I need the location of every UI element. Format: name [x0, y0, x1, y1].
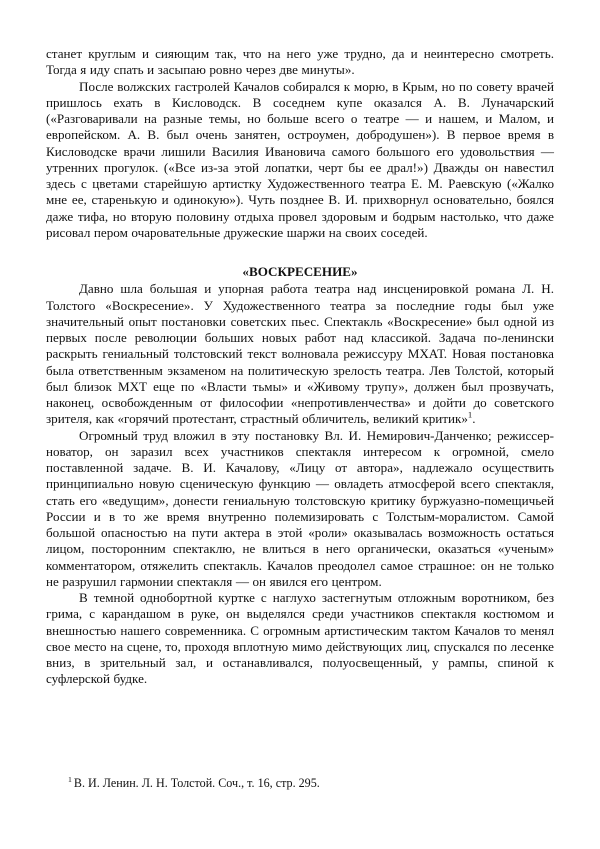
footnote-entry — [46, 776, 554, 791]
footnote-text: В. И. Ленин. Л. Н. Толстой. Соч., т. 16, стр. 295. — [73, 776, 320, 790]
heading-spacer-above — [46, 241, 554, 264]
paragraph-nemirovich-danchenko-kachalov: Огромный труд вложил в эту постановку Вл. И. Немирович-Данченко; режиссер-новатор, он заразил всех участников спектакля интересом к огромной, смело поставленной задаче. В. И. Качалову, «Лицу от автора», надлежало осуществить принципиально новую сценическую функцию — овладеть атмосферой всего спектакля, стать его «ведущим», донести гениальную толстовскую критику буржуазно-помещичьей России и в то же время внутренно полемизировать с Толстым-моралистом. Самой большой опасностью на пути актера в этой «роли» оказывалась возможность остаться лицом, посторонним спектаклю, не влиться в него органически, оказаться «ученым» комментатором, отяжелить спектакль. Качалов преодолел самое страшное: он не только не разрушил гармонии спектакля — он явился его центром. — [46, 427, 554, 589]
paragraph-tolstoy-resurrection-work — [46, 281, 554, 427]
section-heading-voskresenie: «ВОСКРЕСЕНИЕ» — [242, 264, 358, 279]
footnote-reference-marker[interactable]: 1 — [467, 409, 473, 420]
footnote-zone — [46, 776, 554, 791]
paragraph-volga-tour-kislovodsk: После волжских гастролей Качалов собирался к морю, в Крым, но по совету врачей пришлось ехать в Кисловодск. В соседнем купе оказался А. В. Луначарский («Разговаривали на разные темы, но больше всего о театре — и нашем, и Малом, и европейском. А. В. был очень занятен, остроумен, добродушен»). В первое время в Кисловодске врачи лишили Василия Ивановича самого большого его удовольствия — утренних прогулок. («Все из-за этой лопатки, черт бы ее драл!») Дважды он навестил здесь с цветами старейшую артистку Художественного театра Е. М. Раевскую («Жалко мне ее, старенькую и одинокую»). Чуть позднее В. И. прихворнул основательно, боялся даже тифа, но вторую половину отдыха провел здоровым и бодрым настолько, что даже рисовал пером очаровательные дружеские шаржи на своих соседей. — [46, 78, 554, 240]
main-text-column — [46, 46, 554, 688]
paragraph-continuation-kachalov-sleep: станет круглым и сияющим так, что на него уже трудно, да и неинтересно смотреть. Тогда я иду спать и засыпаю ровно через две минуты». — [46, 46, 554, 78]
paragraph-text-tail: . — [472, 411, 476, 427]
paragraph-text-main: Давно шла большая и упорная работа театра над инсценировкой романа Л. Н. Толстого «Воскресение». У Художественного театра за последние годы был уже значительный опыт постановки советских пьес. Спектакль «Воскресение» был одной из первых после революции больших новых работ над классикой. Задача по-ленински раскрыть гениальный толстовский текст волновала режиссуру МХАТ. Новая постановка была ответственным экзаменом на политическую зрелость театра. Лев Толстой, который был близок МХТ еще по «Власти тьмы» и «Живому трупу», должен был прозвучать, наконец, освобожденным от философии «непротивленчества» и дойти до советского зрителя, как «горячий протестант, страстный обличитель, великий критик» — [46, 281, 554, 427]
footnote-number: 1 — [68, 774, 72, 784]
paragraph-dark-jacket-description: В темной однобортной куртке с наглухо застегнутым отложным воротником, без грима, с карандашом в руке, он выделялся среди участников спектакля костюмом и внешностью нашего современника. С огромным артистическим тактом Качалов то менял свое место на сцене, то, проходя вплотную мимо действующих лиц, спускался по лесенке вниз, в зрительный зал, и останавливался, полуосвещенный, у рампы, спиной к суфлерской будке. — [46, 590, 554, 687]
